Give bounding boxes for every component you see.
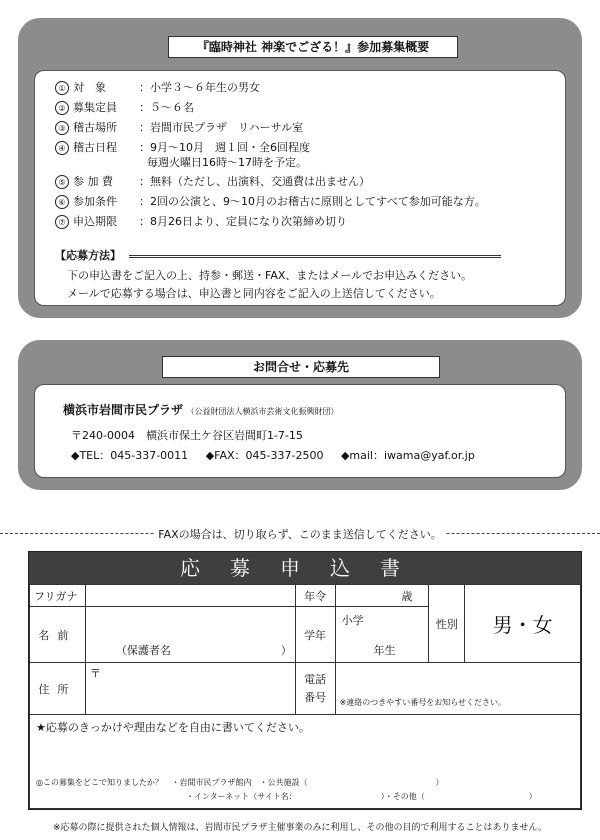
reason-field[interactable] — [30, 715, 581, 809]
item-label: 申込期限 — [73, 215, 117, 228]
item-number: ① — [55, 81, 69, 95]
item-label: 対 象 — [73, 81, 106, 94]
item-number: ② — [55, 101, 69, 115]
item-label: 参 加 費 — [73, 175, 113, 188]
address-field[interactable] — [85, 663, 295, 715]
method-line-2: メールで応募する場合は、申込書と同内容をご記入の上送信してください。 — [67, 287, 441, 300]
application-form — [28, 551, 582, 810]
method-divider — [129, 255, 501, 258]
source-line-1: ・岩間市民プラザ館内 ・公共施設（ ） — [171, 778, 444, 787]
grade-prefix: 小学 — [341, 613, 364, 627]
item-value: 無料（ただし、出演料、交通費は出ません） — [150, 175, 370, 188]
item-extra: 毎週火曜日16時～17時を予定。 — [147, 156, 307, 169]
contact-panel — [18, 340, 582, 490]
item-colon: ： — [139, 141, 150, 154]
method-line-1: 下の申込書をご記入の上、持参・郵送・FAX、またはメールでお申込みください。 — [67, 269, 473, 282]
phone-label-1: 電話 — [304, 672, 327, 686]
item-colon: ： — [139, 81, 150, 94]
tel: ◆TEL：045-337-0011 — [71, 449, 189, 462]
item-value: 2回の公演と、9～10月のお稽古に原則としてすべて参加可能な方。 — [150, 195, 486, 208]
grade-unit: 年生 — [373, 643, 396, 657]
sex-label: 性別 — [429, 585, 465, 663]
age-unit: 歳 — [401, 589, 413, 603]
overview-panel — [18, 18, 582, 318]
sex-field[interactable]: 男・女 — [465, 585, 581, 663]
form-title: 応募申込書 — [29, 552, 581, 584]
mail-link[interactable]: ◆mail：iwama@yaf.or.jp — [340, 449, 475, 462]
furigana-field[interactable] — [85, 585, 295, 607]
item-label: 稽古日程 — [73, 141, 117, 154]
fax: ◆FAX：045-337-2500 — [205, 449, 324, 462]
overview-item — [55, 141, 310, 155]
source-question: ◎この募集をどこで知りましたか？ — [36, 778, 163, 787]
item-colon: ： — [139, 121, 150, 134]
item-value: 9月～10月 週１回・全6回程度 — [150, 141, 310, 154]
guardian-label: （保護者名 ） — [115, 644, 292, 657]
privacy-note: ※応募の際に提供された個人情報は、岩間市民プラザ主催事業のみに利用し、その他の目的で利用することはありません。 — [52, 823, 548, 833]
name-label: 名前 — [30, 607, 86, 663]
reason-prompt: ★応募のきっかけや理由などを自由に書いてください。 — [36, 721, 310, 734]
phone-note: ※連絡のつきやすい番号をお知らせください。 — [339, 698, 506, 707]
overview-item — [55, 81, 260, 95]
method-row — [55, 249, 501, 263]
furigana-label: フリガナ — [30, 585, 86, 607]
item-value: ５～６名 — [150, 101, 194, 114]
source-line-2: ・インターネット（サイト名： ）・その他（ ） — [186, 792, 537, 801]
item-colon: ： — [139, 195, 150, 208]
age-label: 年令 — [295, 585, 335, 607]
contact-box — [34, 384, 566, 478]
org-name: 横浜市岩間市民プラザ — [63, 403, 184, 417]
item-number: ③ — [55, 121, 69, 135]
item-value: 8月26日より、定員になり次第締め切り — [150, 215, 347, 228]
phone-label-2: 番号 — [304, 690, 327, 704]
method-label: 【応募方法】 — [55, 249, 121, 262]
item-value: 小学３～６年生の男女 — [150, 81, 260, 94]
item-label: 稽古場所 — [73, 121, 117, 134]
overview-item — [55, 215, 347, 229]
name-field[interactable] — [85, 607, 295, 663]
item-number: ⑥ — [55, 195, 69, 209]
overview-item — [55, 175, 370, 189]
overview-item — [55, 101, 194, 115]
grade-field[interactable] — [335, 607, 429, 663]
item-colon: ： — [139, 101, 150, 114]
address-label: 住所 — [30, 663, 86, 715]
overview-item — [55, 195, 486, 209]
item-number: ⑤ — [55, 175, 69, 189]
overview-title: 『臨時神社 神楽でござる！』参加募集概要 — [168, 36, 458, 58]
address: 〒240-0004 横浜市保土ケ谷区岩間町1-7-15 — [71, 429, 303, 442]
contact-title: お問合せ・応募先 — [162, 356, 440, 378]
item-label: 参加条件 — [73, 195, 117, 208]
fax-note: FAXの場合は、切り取らず、このまま送信してください。 — [154, 528, 446, 541]
item-number: ⑦ — [55, 215, 69, 229]
form-table — [29, 584, 581, 809]
grade-label: 学年 — [295, 607, 335, 663]
postal-mark: 〒 — [89, 667, 101, 680]
age-field[interactable] — [335, 585, 429, 607]
item-value: 岩間市民プラザ リハーサル室 — [150, 121, 304, 134]
item-colon: ： — [139, 175, 150, 188]
overview-box — [34, 70, 566, 306]
overview-item — [55, 121, 303, 135]
item-number: ④ — [55, 141, 69, 155]
phone-label — [295, 663, 335, 715]
item-label: 募集定員 — [73, 101, 117, 114]
phone-field[interactable] — [335, 663, 580, 715]
item-colon: ： — [139, 215, 150, 228]
org-note: （公益財団法人横浜市芸術文化振興財団） — [186, 407, 339, 416]
